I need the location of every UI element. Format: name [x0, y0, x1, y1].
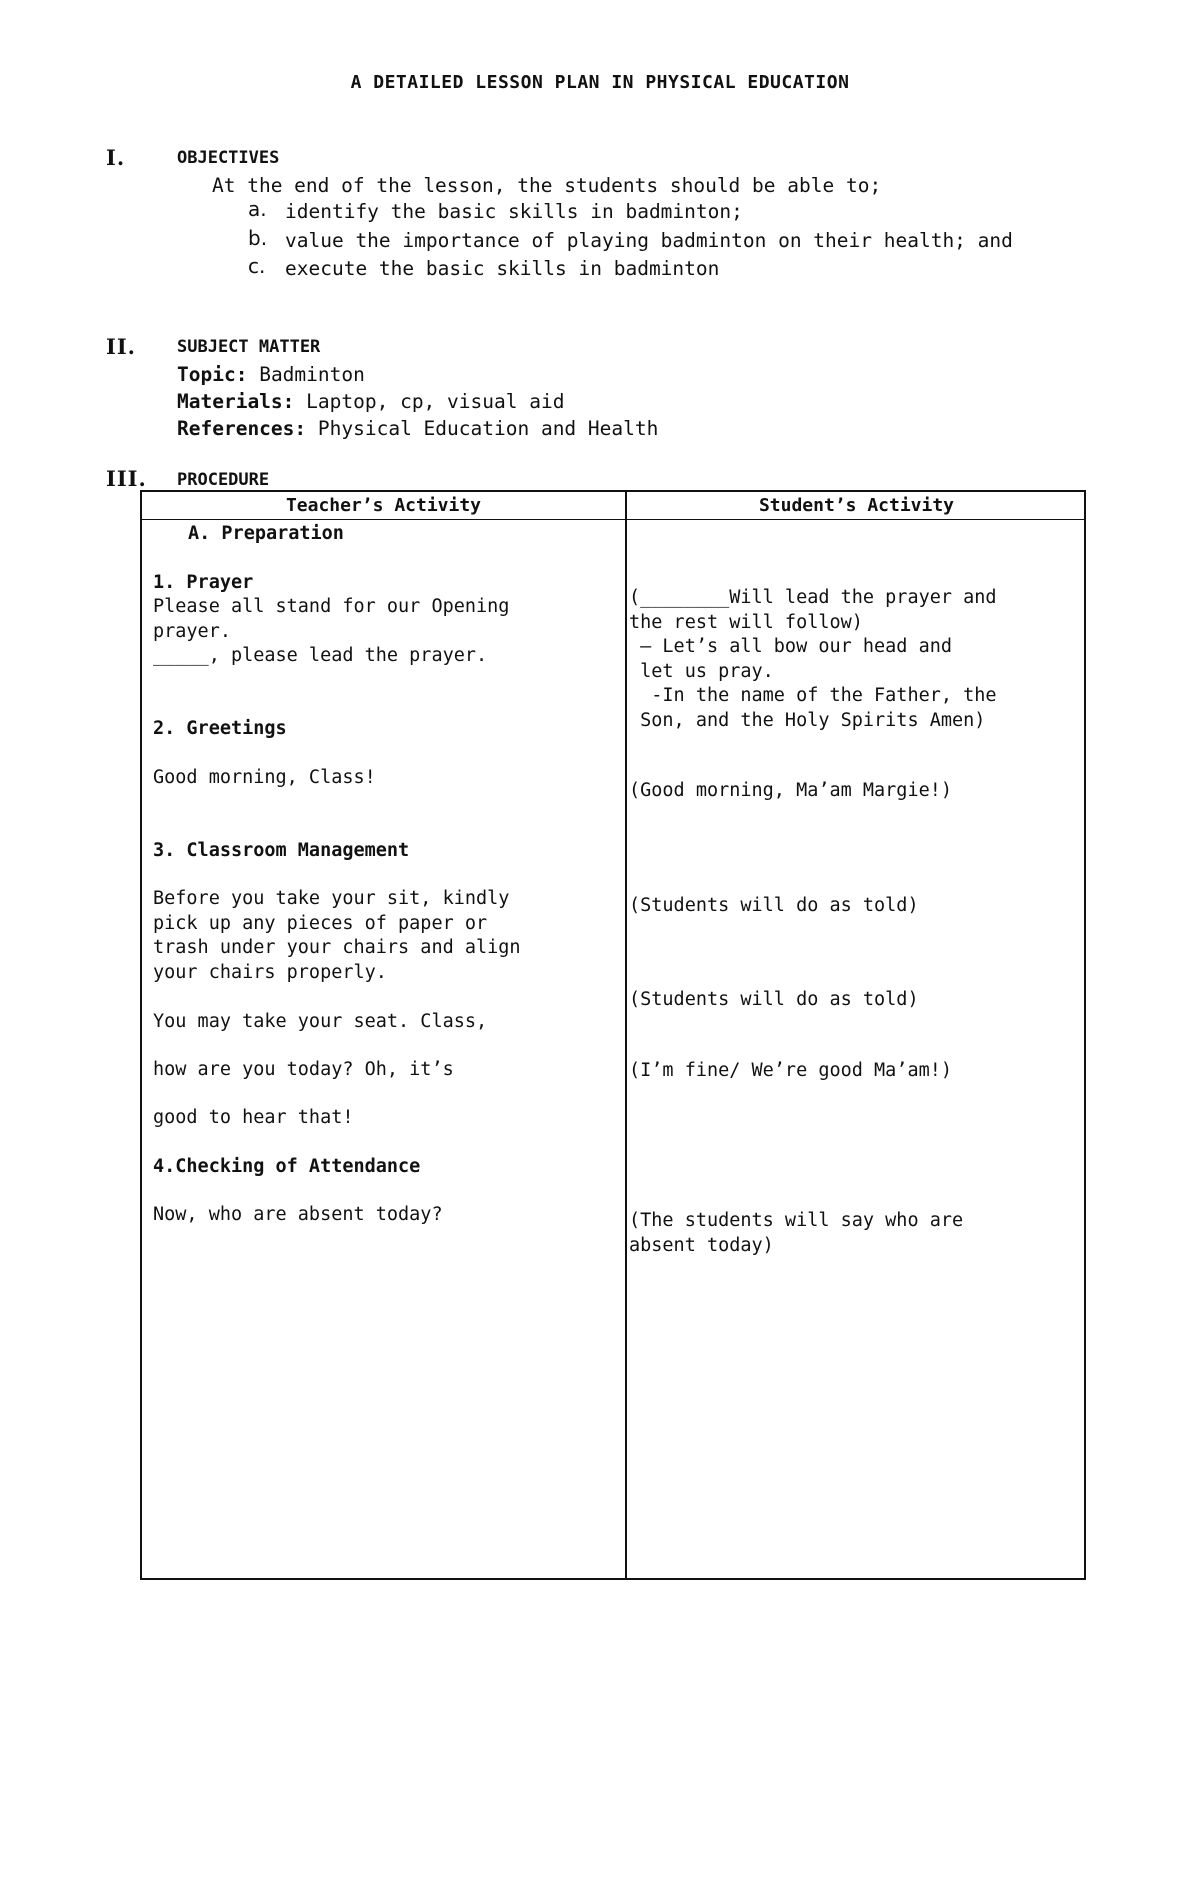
- topic-line: [177, 363, 365, 386]
- student-prayer-response: (________Will lead the prayer and the rest will follow) – Let’s all bow our head and let us pray. -In the name of the Father, the Son, and the Holy Spirits Amen): [629, 587, 997, 731]
- references-line: [177, 417, 658, 440]
- greetings-text: Good morning, Class!: [153, 767, 376, 788]
- materials-label: Materials:: [177, 390, 295, 413]
- prayer-heading: 1. Prayer: [153, 572, 254, 593]
- subject-matter-heading: SUBJECT MATTER: [177, 337, 321, 357]
- student-told-response-1: (Students will do as told): [629, 895, 919, 916]
- preparation-heading: A. Preparation: [188, 523, 344, 544]
- attendance-text: Now, who are absent today?: [153, 1204, 443, 1225]
- section-numeral-procedure: III.: [106, 466, 147, 491]
- student-greeting-response: (Good morning, Ma’am Margie!): [629, 780, 953, 801]
- attendance-heading: 4.Checking of Attendance: [153, 1156, 421, 1177]
- objectives-heading: OBJECTIVES: [177, 148, 280, 168]
- references-value: Physical Education and Health: [317, 417, 659, 440]
- teacher-activity-header: Teacher’s Activity: [285, 495, 482, 516]
- section-numeral-objectives: I.: [106, 145, 126, 170]
- greetings-heading: 2. Greetings: [153, 718, 287, 739]
- student-activity-header: Student’s Activity: [758, 495, 955, 516]
- materials-value: Laptop, cp, visual aid: [306, 390, 565, 413]
- materials-line: [177, 390, 564, 413]
- how-are-you-text: how are you today? Oh, it’s: [153, 1059, 454, 1080]
- student-fine-response: (I’m fine/ We’re good Ma’am!): [629, 1060, 953, 1081]
- objective-letter-a: a.: [248, 197, 267, 221]
- objectives-intro: At the end of the lesson, the students should be able to;: [212, 174, 882, 197]
- objective-item-c: execute the basic skills in badminton: [285, 257, 720, 280]
- classroom-management-heading: 3. Classroom Management: [153, 840, 410, 861]
- objective-item-a: identify the basic skills in badminton;: [285, 200, 743, 223]
- section-numeral-subject: II.: [106, 334, 136, 359]
- procedure-heading: PROCEDURE: [177, 470, 270, 490]
- references-label: References:: [177, 417, 307, 440]
- objective-letter-b: b.: [248, 226, 268, 250]
- topic-value: Badminton: [259, 363, 365, 386]
- student-absent-response: (The students will say who are absent today): [629, 1210, 964, 1256]
- procedure-table: [140, 490, 1086, 1580]
- page-title: A DETAILED LESSON PLAN IN PHYSICAL EDUCATION: [350, 72, 850, 93]
- objective-item-b: value the importance of playing badminton on their health; and: [285, 229, 1013, 252]
- student-told-response-2: (Students will do as told): [629, 989, 919, 1010]
- topic-label: Topic:: [177, 363, 248, 386]
- prayer-text: Please all stand for our Opening prayer. _____, please lead the prayer.: [153, 596, 510, 666]
- take-seat-text: You may take your seat. Class,: [153, 1011, 488, 1032]
- classroom-management-text: Before you take your sit, kindly pick up any pieces of paper or trash under your chairs and align your chairs properly.: [153, 888, 521, 983]
- good-to-hear-text: good to hear that!: [153, 1107, 354, 1128]
- table-header-divider: [142, 519, 1084, 520]
- table-column-divider: [625, 492, 627, 1578]
- objective-letter-c: c.: [248, 254, 266, 278]
